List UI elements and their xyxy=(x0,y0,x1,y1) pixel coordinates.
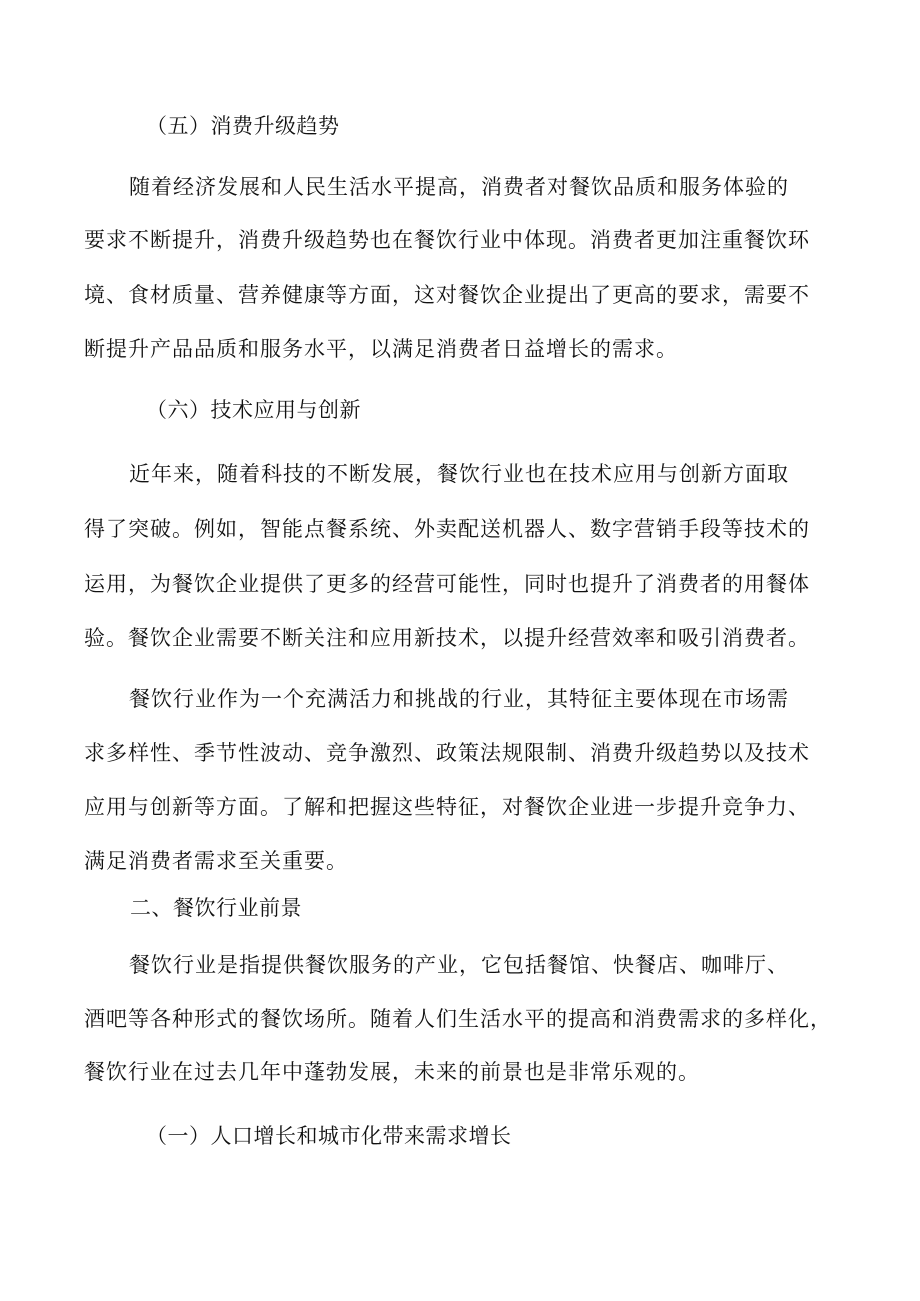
subsection-1-heading: （一）人口增长和城市化带来需求增长 xyxy=(146,1124,512,1148)
section-5-paragraph-line-3: 境、食材质量、营养健康等方面，这对餐饮企业提出了更高的要求，需要不 xyxy=(84,283,810,307)
section-5-heading: （五）消费升级趋势 xyxy=(146,114,340,138)
summary-paragraph-line-1: 餐饮行业作为一个充满活力和挑战的行业，其特征主要体现在市场需 xyxy=(129,687,789,711)
section-5-paragraph-line-1: 随着经济发展和人民生活水平提高，消费者对餐饮品质和服务体验的 xyxy=(129,175,789,199)
summary-paragraph-line-3: 应用与创新等方面。了解和把握这些特征，对餐饮企业进一步提升竞争力、 xyxy=(84,795,810,819)
summary-paragraph-line-2: 求多样性、季节性波动、竞争激烈、政策法规限制、消费升级趋势以及技术 xyxy=(84,741,810,765)
section-6-paragraph-line-2: 得了突破。例如，智能点餐系统、外卖配送机器人、数字营销手段等技术的 xyxy=(84,517,810,541)
chapter-2-paragraph-line-3: 餐饮行业在过去几年中蓬勃发展，未来的前景也是非常乐观的。 xyxy=(84,1060,700,1084)
section-6-heading: （六）技术应用与创新 xyxy=(146,398,361,422)
section-5-paragraph-line-2: 要求不断提升，消费升级趋势也在餐饮行业中体现。消费者更加注重餐饮环 xyxy=(84,228,810,252)
section-6-paragraph-line-1: 近年来，随着科技的不断发展，餐饮行业也在技术应用与创新方面取 xyxy=(129,462,789,486)
chapter-2-paragraph-line-1: 餐饮行业是指提供餐饮服务的产业，它包括餐馆、快餐店、咖啡厅、 xyxy=(129,953,789,977)
chapter-2-heading: 二、餐饮行业前景 xyxy=(130,896,302,920)
section-6-paragraph-line-4: 验。餐饮企业需要不断关注和应用新技术，以提升经营效率和吸引消费者。 xyxy=(84,626,810,650)
section-6-paragraph-line-3: 运用，为餐饮企业提供了更多的经营可能性，同时也提升了消费者的用餐体 xyxy=(84,572,810,596)
summary-paragraph-line-4: 满足消费者需求至关重要。 xyxy=(84,849,348,873)
section-5-paragraph-line-4: 断提升产品品质和服务水平，以满足消费者日益增长的需求。 xyxy=(84,337,678,361)
chapter-2-paragraph-line-2: 酒吧等各种形式的餐饮场所。随着人们生活水平的提高和消费需求的多样化， xyxy=(84,1007,832,1031)
